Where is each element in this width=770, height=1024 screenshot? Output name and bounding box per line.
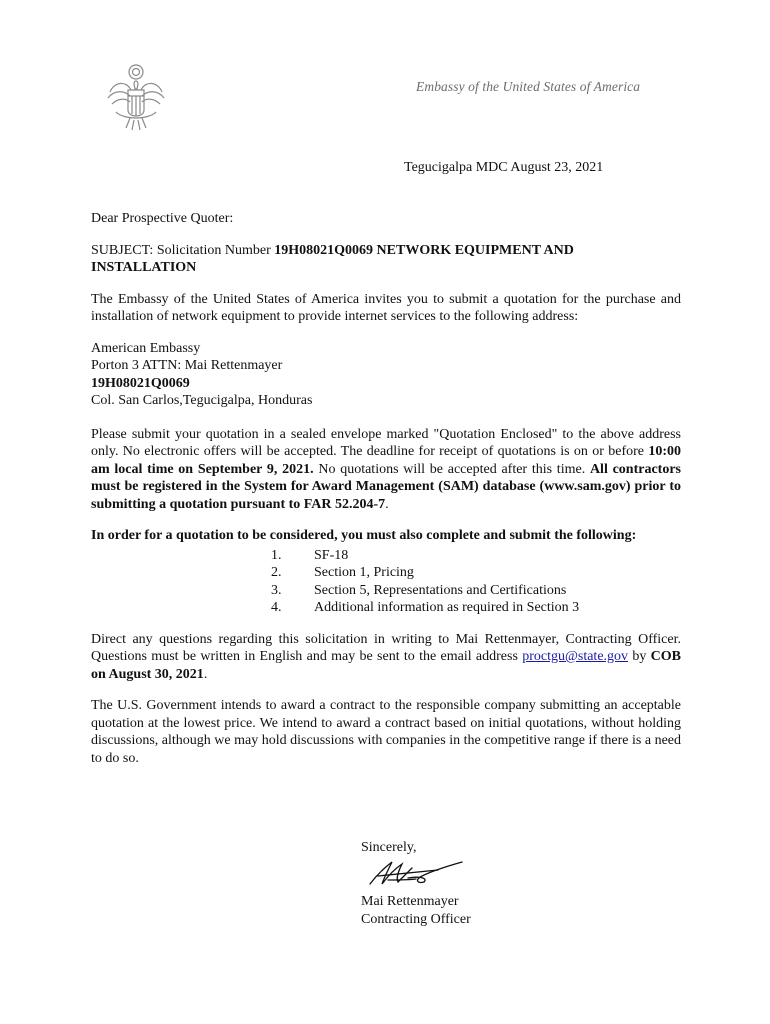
email-link[interactable]: proctgu@state.gov	[522, 649, 629, 664]
address-line-3: 19H08021Q0069	[91, 375, 190, 391]
questions-paragraph	[91, 631, 681, 684]
requirements-heading: In order for a quotation to be considered, you must also complete and submit the following:	[91, 528, 637, 543]
closing: Sincerely,	[361, 840, 417, 855]
submission-end: .	[385, 496, 389, 512]
list-item	[91, 547, 681, 565]
list-text: Section 5, Representations and Certifications	[314, 582, 567, 598]
embassy-letterhead: Embassy of the United States of America	[416, 79, 641, 94]
salutation: Dear Prospective Quoter:	[91, 211, 234, 226]
submission-text-2: No quotations will be accepted after this time.	[313, 461, 590, 477]
address-line-1: American Embassy	[91, 340, 201, 356]
requirements-list	[91, 547, 681, 617]
list-text: Section 1, Pricing	[314, 565, 414, 580]
signer-block	[361, 893, 471, 928]
list-number: 3.	[271, 582, 282, 598]
submission-text: Please submit your quotation in a sealed envelope marked "Quotation Enclosed" to the above address only. No electronic offers will be accepted. The deadline for receipt of quotations is on or before	[91, 426, 681, 459]
address-line-2: Porton 3 ATTN: Mai Rettenmayer	[91, 358, 283, 373]
signer-name: Mai Rettenmayer	[361, 894, 459, 909]
list-number: 4.	[271, 600, 282, 615]
address-block	[91, 340, 681, 410]
list-text: SF-18	[314, 547, 349, 563]
address-line-4: Col. San Carlos,Tegucigalpa, Honduras	[91, 393, 313, 408]
questions-text-2: by	[628, 649, 651, 664]
list-number: 1.	[271, 547, 282, 563]
list-text: Additional information as required in Section 3	[314, 600, 580, 615]
letter-body	[91, 210, 681, 767]
subject-prefix: SUBJECT: Solicitation Number	[91, 242, 275, 258]
list-item	[91, 564, 681, 582]
letter-date: Tegucigalpa MDC August 23, 2021	[404, 160, 604, 175]
list-item	[91, 599, 681, 617]
signer-title: Contracting Officer	[361, 911, 471, 927]
cob-deadline: COB on August 30, 2021	[91, 649, 682, 682]
subject-line	[91, 242, 681, 277]
questions-text: Direct any questions regarding this solicitation in writing to Mai Rettenmayer, Contracting Officer. Questions must be written in English and may be sent to the email address	[91, 631, 681, 664]
solicitation-title: 19H08021Q0069 NETWORK EQUIPMENT AND INSTALLATION	[91, 242, 574, 275]
intro-paragraph: The Embassy of the United States of America invites you to submit a quotation for the purchase and installation of network equipment to provide internet services to the following address:	[91, 291, 681, 324]
list-number: 2.	[271, 565, 282, 580]
questions-end: .	[203, 666, 208, 682]
signature-image	[368, 858, 464, 888]
us-great-seal-icon	[104, 62, 168, 134]
deadline-text: 10:00 am local time on September 9, 2021.	[91, 444, 681, 477]
submission-paragraph	[91, 426, 681, 514]
award-paragraph: The U.S. Government intends to award a contract to the responsible company submitting an acceptable quotation at the lowest price. We intend to award a contract based on initial quotations, without holding discussions, although we may hold discussions with companies in the competitive range if there is a need to do so.	[91, 698, 681, 766]
list-item	[91, 582, 681, 600]
sam-requirement: All contractors must be registered in the System for Award Management (SAM) database (www.sam.gov) prior to submitting a quotation pursuant to FAR 52.204-7	[91, 461, 681, 512]
